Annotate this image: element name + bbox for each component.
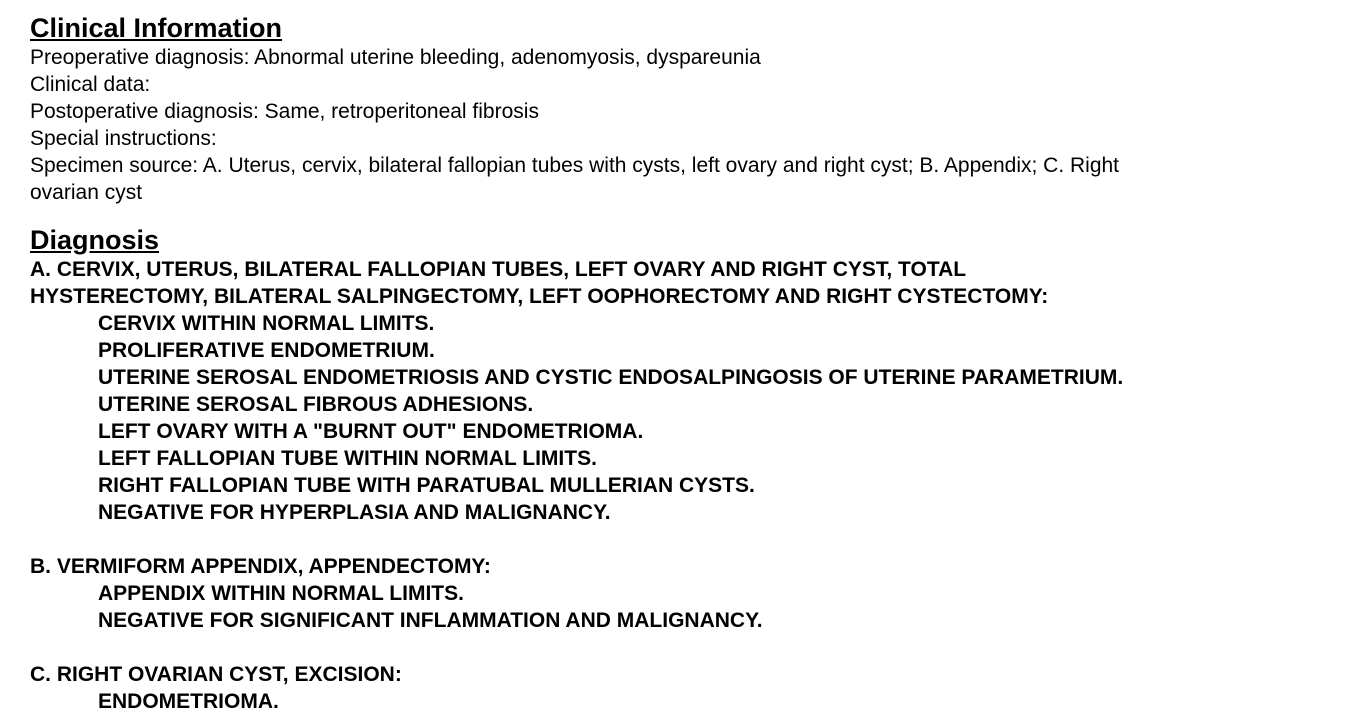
part-a-finding: LEFT FALLOPIAN TUBE WITHIN NORMAL LIMITS. bbox=[98, 447, 597, 470]
part-a-findings bbox=[30, 310, 1350, 526]
preoperative-diagnosis-value: Abnormal uterine bleeding, adenomyosis, dyspareunia bbox=[254, 46, 761, 69]
part-a-finding: LEFT OVARY WITH A "BURNT OUT" ENDOMETRIOMA. bbox=[98, 420, 644, 443]
clinical-data-label: Clinical data: bbox=[30, 73, 151, 96]
part-a-finding: UTERINE SEROSAL FIBROUS ADHESIONS. bbox=[98, 393, 534, 416]
postoperative-diagnosis-line bbox=[30, 98, 1350, 125]
preoperative-diagnosis-label: Preoperative diagnosis: bbox=[30, 46, 250, 69]
part-b-title: B. VERMIFORM APPENDIX, APPENDECTOMY: bbox=[30, 555, 491, 578]
clinical-data-line bbox=[30, 71, 1350, 98]
part-a-finding: UTERINE SEROSAL ENDOMETRIOSIS AND CYSTIC ENDOSALPINGOSIS OF UTERINE PARAMETRIUM. bbox=[98, 366, 1124, 389]
section-spacer bbox=[30, 206, 1350, 224]
specimen-source-line bbox=[30, 152, 1350, 179]
specimen-source-value: A. Uterus, cervix, bilateral fallopian tubes with cysts, left ovary and right cyst; B. Appendix; C. Right bbox=[202, 154, 1120, 177]
part-c-title: C. RIGHT OVARIAN CYST, EXCISION: bbox=[30, 663, 402, 686]
clinical-information-heading: Clinical Information bbox=[30, 13, 283, 43]
diagnosis-heading: Diagnosis bbox=[30, 225, 160, 255]
part-a-finding: PROLIFERATIVE ENDOMETRIUM. bbox=[98, 339, 435, 362]
specimen-source-continuation: ovarian cyst bbox=[30, 181, 143, 204]
pathology-report bbox=[30, 12, 1350, 715]
part-b-finding: NEGATIVE FOR SIGNIFICANT INFLAMMATION AND MALIGNANCY. bbox=[98, 609, 763, 632]
preoperative-diagnosis-line bbox=[30, 44, 1350, 71]
part-b-finding: APPENDIX WITHIN NORMAL LIMITS. bbox=[98, 582, 464, 605]
part-a-title-line-2: HYSTERECTOMY, BILATERAL SALPINGECTOMY, LEFT OOPHORECTOMY AND RIGHT CYSTECTOMY: bbox=[30, 285, 1049, 308]
part-a-finding: NEGATIVE FOR HYPERPLASIA AND MALIGNANCY. bbox=[98, 501, 611, 524]
part-b-findings bbox=[30, 580, 1350, 634]
part-c-findings bbox=[30, 688, 1350, 715]
part-gap bbox=[30, 526, 1350, 553]
special-instructions-label: Special instructions: bbox=[30, 127, 217, 150]
part-gap bbox=[30, 634, 1350, 661]
part-c-finding: ENDOMETRIOMA. bbox=[98, 690, 279, 713]
postoperative-diagnosis-label: Postoperative diagnosis: bbox=[30, 100, 259, 123]
part-a-finding: CERVIX WITHIN NORMAL LIMITS. bbox=[98, 312, 435, 335]
postoperative-diagnosis-value: Same, retroperitoneal fibrosis bbox=[264, 100, 539, 123]
specimen-source-label: Specimen source: bbox=[30, 154, 199, 177]
special-instructions-line bbox=[30, 125, 1350, 152]
part-a-title-line-1: A. CERVIX, UTERUS, BILATERAL FALLOPIAN TUBES, LEFT OVARY AND RIGHT CYST, TOTAL bbox=[30, 258, 967, 281]
part-a-finding: RIGHT FALLOPIAN TUBE WITH PARATUBAL MULLERIAN CYSTS. bbox=[98, 474, 755, 497]
